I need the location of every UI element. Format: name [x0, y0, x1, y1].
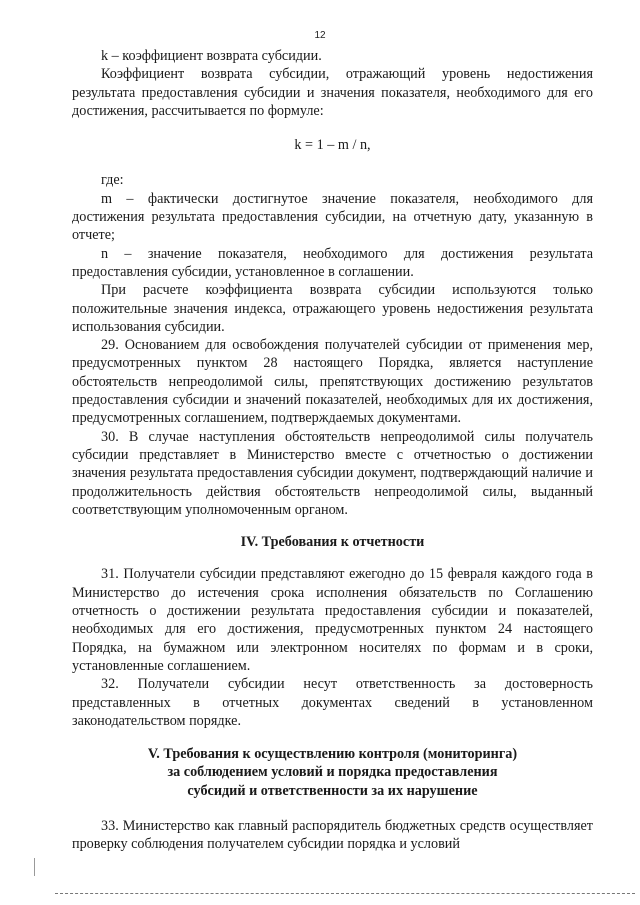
paragraph-30: 30. В случае наступления обстоятельств непреодолимой силы получатель субсидии представляет в Министерство вместе с отчетностью о достижении значения результата предоставления субсидии документ, подтверждающий наличие и продолжительность действия обстоятельств непреодолимой силы, выданный соответствующим уполномоченным органом.	[72, 428, 593, 518]
paragraph-coefficient-intro: Коэффициент возврата субсидии, отражающий уровень недостижения результата предоставления субсидии и значения показателя, необходимого для его достижения, рассчитывается по формуле:	[72, 66, 593, 119]
definition-n: n – значение показателя, необходимого для достижения результата предоставления субсидии, установленное в соглашении.	[72, 245, 593, 280]
section-iv-heading: IV. Требования к отчетности	[240, 534, 425, 551]
paragraph-29: 29. Основанием для освобождения получателей субсидии от применения мер, предусмотренных пунктом 28 настоящего Порядка, является наступление обстоятельств непреодолимой силы, препятствующих достижению результатов предоставления субсидии и значений показателей, необходимых для их достижения, предусмотренных соглашением, подтверждаемых документами.	[72, 337, 593, 427]
section-v-heading-line-2: за соблюдением условий и порядка предоставления	[167, 764, 498, 781]
section-v-heading-line-1: V. Требования к осуществлению контроля (мониторинга)	[147, 746, 518, 763]
section-v-heading-line-3: субсидий и ответственности за их нарушение	[187, 782, 478, 799]
section-spacer	[72, 800, 593, 817]
page-number: 12	[314, 30, 326, 41]
paragraph-31: 31. Получатели субсидии представляют ежегодно до 15 февраля каждого года в Министерство до истечения срока исполнения обязательств по Соглашению отчетность о достижении результата предоставления субсидии и показателей, необходимых для его достижения, предусмотренных пунктом 24 настоящего Порядка, на бумажном или электронном носителях по формам и в сроки, установленные соглашением.	[72, 566, 593, 674]
where-label: где:	[101, 172, 124, 189]
scan-bottom-edge	[55, 893, 635, 894]
formula: k = 1 – m / n,	[294, 137, 371, 154]
document-body	[72, 47, 593, 854]
section-v-heading	[72, 745, 593, 800]
paragraph-k-definition: k – коэффициент возврата субсидии.	[101, 48, 322, 64]
paragraph-32: 32. Получатели субсидии несут ответственность за достоверность представленных в отчетных документах сведений в установленном законодательством порядке.	[72, 676, 593, 729]
paragraph-positive-values: При расчете коэффициента возврата субсидии используются только положительные значения индекса, отражающего уровень недостижения результата использования субсидии.	[72, 282, 593, 335]
definition-m: m – фактически достигнутое значение показателя, необходимого для достижения результата предоставления субсидии, на отчетную дату, указанную в отчете;	[72, 190, 593, 244]
paragraph-33: 33. Министерство как главный распорядитель бюджетных средств осуществляет проверку соблюдения получателем субсидии порядка и условий	[72, 817, 593, 853]
scan-margin-mark	[34, 858, 35, 876]
